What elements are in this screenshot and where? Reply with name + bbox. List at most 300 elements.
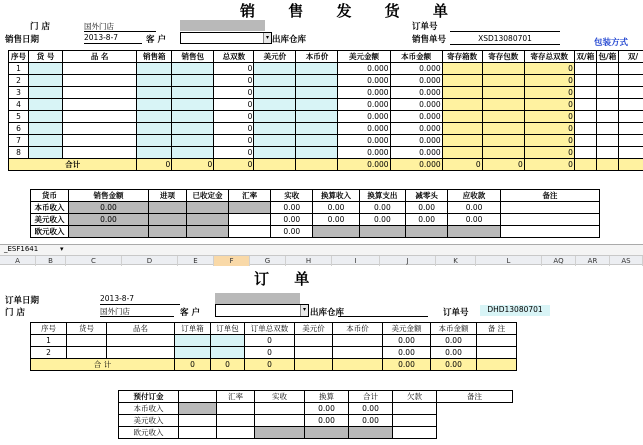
row-stored-box[interactable] xyxy=(442,75,482,87)
row-pack-per-box[interactable] xyxy=(596,63,618,75)
sales-header-row xyxy=(9,51,643,63)
prepay-convert[interactable] xyxy=(255,427,305,439)
ord-col-total-pairs: 订单总双数 xyxy=(245,323,295,335)
order-row xyxy=(31,335,517,347)
sum-currency: 欧元收入 xyxy=(31,226,69,238)
row-usd-amount: 0.000 xyxy=(338,87,390,99)
row-local-price[interactable] xyxy=(296,87,338,99)
sum-remarks[interactable] xyxy=(500,214,599,226)
ord-local-price[interactable] xyxy=(333,347,383,359)
column-header[interactable]: A xyxy=(0,256,36,266)
prepay-corner xyxy=(179,391,217,403)
column-header[interactable]: E xyxy=(178,256,214,266)
col-local-price: 本币价 xyxy=(296,51,338,63)
column-header[interactable]: H xyxy=(286,256,332,266)
row-stored-box[interactable] xyxy=(442,135,482,147)
row-usd-price[interactable] xyxy=(254,99,296,111)
ord-usd-price[interactable] xyxy=(295,335,333,347)
prepay-row xyxy=(119,403,513,415)
row-item-name[interactable] xyxy=(63,123,137,135)
order-date-value[interactable]: 2013-8-7 xyxy=(100,294,180,305)
sales-row xyxy=(9,63,643,75)
order-total-blank xyxy=(333,359,383,371)
row-pairs-per[interactable] xyxy=(618,63,643,75)
row-usd-amount: 0.000 xyxy=(338,111,390,123)
column-header[interactable]: I xyxy=(332,256,380,266)
row-local-price[interactable] xyxy=(296,135,338,147)
ord-col-box: 订单箱 xyxy=(175,323,211,335)
col-item-name: 品 名 xyxy=(63,51,137,63)
sum-currency: 本币收入 xyxy=(31,202,69,214)
prepay-actual[interactable] xyxy=(217,403,255,415)
row-sales-box[interactable] xyxy=(137,63,172,75)
row-sales-box[interactable] xyxy=(137,111,172,123)
prepay-currency: 本币收入 xyxy=(119,403,179,415)
col-sales-box: 销售箱 xyxy=(137,51,172,63)
order-total-box: 0 xyxy=(175,359,211,371)
row-pairs-per-box[interactable] xyxy=(574,123,596,135)
store-value[interactable]: 国外门店 xyxy=(84,21,156,32)
row-local-price[interactable] xyxy=(296,123,338,135)
order-date-label: 订单日期 xyxy=(5,296,40,306)
row-seq: 1 xyxy=(9,63,29,75)
column-header[interactable]: D xyxy=(122,256,178,266)
row-usd-price[interactable] xyxy=(254,147,296,159)
row-item-name[interactable] xyxy=(63,75,137,87)
order-store-value[interactable]: 国外门店 xyxy=(100,306,174,317)
ord-local-amount: 0.00 xyxy=(431,347,477,359)
row-item-no[interactable] xyxy=(29,63,63,75)
payment-summary-table xyxy=(30,189,600,238)
row-pairs-per[interactable] xyxy=(618,87,643,99)
sum-deposit[interactable] xyxy=(186,202,228,214)
store-label: 门 店 xyxy=(30,22,50,32)
row-pack-per-box[interactable] xyxy=(596,147,618,159)
sales-no-value[interactable]: XSD13080701 xyxy=(450,34,560,45)
sum-conv-out xyxy=(359,226,405,238)
sum-rounding: 0.00 xyxy=(406,214,448,226)
ord-local-amount: 0.00 xyxy=(431,335,477,347)
row-stored-pack[interactable] xyxy=(482,99,524,111)
prepay-actual[interactable] xyxy=(217,415,255,427)
row-pairs-per-box[interactable] xyxy=(574,135,596,147)
col-usd-amount: 美元金额 xyxy=(338,51,390,63)
row-item-name[interactable] xyxy=(63,99,137,111)
ord-box[interactable] xyxy=(175,347,211,359)
column-header[interactable]: F xyxy=(214,256,250,266)
row-local-price[interactable] xyxy=(296,147,338,159)
row-sales-pack[interactable] xyxy=(172,87,214,99)
row-local-price[interactable] xyxy=(296,99,338,111)
sum-conv-in xyxy=(313,226,359,238)
sum-actual: 0.00 xyxy=(271,214,313,226)
sum-col-receivable: 应收款 xyxy=(448,190,501,202)
col-stored-pairs: 寄存总双数 xyxy=(524,51,574,63)
row-stored-pack[interactable] xyxy=(482,87,524,99)
total-local-price xyxy=(296,159,338,171)
row-usd-price[interactable] xyxy=(254,123,296,135)
row-pack-per-box[interactable] xyxy=(596,75,618,87)
order-total-blank xyxy=(295,359,333,371)
row-sales-pack[interactable] xyxy=(172,147,214,159)
row-pairs-per-box[interactable] xyxy=(574,75,596,87)
row-pairs-per-box[interactable] xyxy=(574,63,596,75)
sales-date-value[interactable]: 2013-8-7 xyxy=(84,33,142,44)
summary-row xyxy=(31,214,600,226)
row-pairs-per[interactable] xyxy=(618,123,643,135)
order-warehouse-value[interactable] xyxy=(338,306,428,317)
prepay-actual[interactable] xyxy=(217,427,255,439)
total-stored-box: 0 xyxy=(442,159,482,171)
prepay-sum: 0.00 xyxy=(305,415,349,427)
row-stored-pairs: 0 xyxy=(524,135,574,147)
row-stored-pairs: 0 xyxy=(524,75,574,87)
order-number-value[interactable]: DHD13080701 xyxy=(480,305,550,316)
ord-col-item-no: 货号 xyxy=(67,323,107,335)
row-sales-pack[interactable] xyxy=(172,99,214,111)
row-item-no[interactable] xyxy=(29,99,63,111)
row-total-pairs: 0 xyxy=(214,123,254,135)
row-stored-box[interactable] xyxy=(442,87,482,99)
row-usd-price[interactable] xyxy=(254,63,296,75)
total-usd-price xyxy=(254,159,296,171)
row-seq: 2 xyxy=(9,75,29,87)
row-sales-pack[interactable] xyxy=(172,123,214,135)
row-stored-box[interactable] xyxy=(442,99,482,111)
row-stored-box[interactable] xyxy=(442,123,482,135)
sum-col-conv-in: 换算收入 xyxy=(313,190,359,202)
row-pack-per-box[interactable] xyxy=(596,99,618,111)
row-seq: 3 xyxy=(9,87,29,99)
sum-conv-in: 0.00 xyxy=(313,214,359,226)
sales-row xyxy=(9,123,643,135)
row-stored-pack[interactable] xyxy=(482,111,524,123)
prepay-rate[interactable] xyxy=(179,427,217,439)
row-usd-price[interactable] xyxy=(254,75,296,87)
sales-total-row xyxy=(9,159,643,171)
order-total-pack: 0 xyxy=(211,359,245,371)
ord-col-remarks: 备 注 xyxy=(477,323,517,335)
ord-seq: 2 xyxy=(31,347,67,359)
row-stored-pairs: 0 xyxy=(524,99,574,111)
ord-item-no[interactable] xyxy=(67,347,107,359)
row-item-no[interactable] xyxy=(29,123,63,135)
prepay-rate[interactable] xyxy=(179,403,217,415)
row-pack-per-box[interactable] xyxy=(596,87,618,99)
row-local-amount: 0.000 xyxy=(390,99,442,111)
sum-conv-out: 0.00 xyxy=(359,202,405,214)
prepay-col-rate: 汇率 xyxy=(217,391,255,403)
column-header[interactable]: L xyxy=(476,256,542,266)
col-stored-box: 寄存箱数 xyxy=(442,51,482,63)
row-pairs-per-box[interactable] xyxy=(574,111,596,123)
sum-remarks[interactable] xyxy=(500,226,599,238)
sum-rounding: 0.00 xyxy=(406,202,448,214)
summary-row xyxy=(31,226,600,238)
ord-pack[interactable] xyxy=(211,335,245,347)
total-local-amount: 0.000 xyxy=(390,159,442,171)
order-total-usd: 0.00 xyxy=(383,359,431,371)
row-pack-per-box[interactable] xyxy=(596,135,618,147)
total-extra xyxy=(574,159,596,171)
row-item-no[interactable] xyxy=(29,75,63,87)
row-item-no[interactable] xyxy=(29,87,63,99)
total-stored-pack: 0 xyxy=(482,159,524,171)
row-pairs-per[interactable] xyxy=(618,111,643,123)
row-sales-box[interactable] xyxy=(137,147,172,159)
sum-col-sales-amount: 销售金额 xyxy=(68,190,148,202)
row-seq: 4 xyxy=(9,99,29,111)
ord-remarks[interactable] xyxy=(477,347,517,359)
ord-remarks[interactable] xyxy=(477,335,517,347)
ord-seq: 1 xyxy=(31,335,67,347)
sum-remarks[interactable] xyxy=(500,202,599,214)
row-pack-per-box[interactable] xyxy=(596,123,618,135)
sum-receivable: 0.00 xyxy=(448,202,501,214)
row-usd-price[interactable] xyxy=(254,87,296,99)
row-item-name[interactable] xyxy=(63,135,137,147)
row-item-no[interactable] xyxy=(29,135,63,147)
prepay-col-owe: 欠款 xyxy=(393,391,437,403)
ord-col-local-amount: 本币金额 xyxy=(431,323,477,335)
ord-box[interactable] xyxy=(175,335,211,347)
row-stored-pack[interactable] xyxy=(482,123,524,135)
sum-receivable xyxy=(448,226,501,238)
sales-no-label: 销售单号 xyxy=(412,35,447,45)
sum-receivable: 0.00 xyxy=(448,214,501,226)
ord-col-seq: 序号 xyxy=(31,323,67,335)
column-header[interactable]: K xyxy=(436,256,476,266)
prepay-remarks[interactable] xyxy=(393,403,437,415)
order-total-blank xyxy=(477,359,517,371)
row-item-name[interactable] xyxy=(63,87,137,99)
chevron-down-icon[interactable]: ▾ xyxy=(60,245,64,253)
warehouse-label: 出库仓库 xyxy=(272,35,307,45)
col-total-pairs: 总双数 xyxy=(214,51,254,63)
sales-date-label: 销售日期 xyxy=(5,35,40,45)
order-number-label: 订单号 xyxy=(443,308,469,318)
total-extra xyxy=(618,159,643,171)
row-item-no[interactable] xyxy=(29,111,63,123)
row-sales-pack[interactable] xyxy=(172,63,214,75)
column-header[interactable]: C xyxy=(66,256,122,266)
row-local-amount: 0.000 xyxy=(390,75,442,87)
row-pack-per-box[interactable] xyxy=(596,111,618,123)
ord-col-usd-amount: 美元金额 xyxy=(383,323,431,335)
row-stored-pack[interactable] xyxy=(482,63,524,75)
sum-rate[interactable] xyxy=(229,202,271,214)
sum-currency: 美元收入 xyxy=(31,214,69,226)
column-header[interactable]: AS xyxy=(610,256,643,266)
ord-item-no[interactable] xyxy=(67,335,107,347)
sales-detail-table xyxy=(8,50,643,171)
row-sales-pack[interactable] xyxy=(172,75,214,87)
row-local-price[interactable] xyxy=(296,63,338,75)
row-usd-amount: 0.000 xyxy=(338,75,390,87)
row-stored-pack[interactable] xyxy=(482,135,524,147)
row-local-amount: 0.000 xyxy=(390,123,442,135)
row-seq: 7 xyxy=(9,135,29,147)
row-total-pairs: 0 xyxy=(214,63,254,75)
total-pairs: 0 xyxy=(214,159,254,171)
sum-deposit[interactable] xyxy=(186,214,228,226)
sales-row xyxy=(9,99,643,111)
order-total-label: 合 计 xyxy=(31,359,175,371)
sum-rate[interactable] xyxy=(229,214,271,226)
row-pairs-per-box[interactable] xyxy=(574,99,596,111)
col-pack-per-box: 包/箱 xyxy=(596,51,618,63)
row-pairs-per[interactable] xyxy=(618,75,643,87)
row-pairs-per[interactable] xyxy=(618,99,643,111)
sum-actual: 0.00 xyxy=(271,226,313,238)
prepay-currency: 欧元收入 xyxy=(119,427,179,439)
col-pairs-per-box: 双/箱 xyxy=(574,51,596,63)
row-stored-pairs: 0 xyxy=(524,87,574,99)
row-item-no[interactable] xyxy=(29,147,63,159)
row-usd-amount: 0.000 xyxy=(338,135,390,147)
row-local-amount: 0.000 xyxy=(390,135,442,147)
sum-sales-amount: 0.00 xyxy=(68,202,148,214)
sum-deposit[interactable] xyxy=(186,226,228,238)
row-stored-pairs: 0 xyxy=(524,123,574,135)
column-header[interactable]: AQ xyxy=(542,256,576,266)
row-item-name[interactable] xyxy=(63,147,137,159)
sum-rate[interactable] xyxy=(229,226,271,238)
chevron-down-icon[interactable]: ▾ xyxy=(300,305,308,316)
row-stored-pairs: 0 xyxy=(524,63,574,75)
ord-usd-price[interactable] xyxy=(295,347,333,359)
column-header[interactable]: G xyxy=(250,256,286,266)
name-box[interactable]: _ESF1641 xyxy=(4,245,39,253)
row-sales-pack[interactable] xyxy=(172,111,214,123)
sum-col-input: 进项 xyxy=(149,190,187,202)
total-usd-amount: 0.000 xyxy=(338,159,390,171)
row-usd-amount: 0.000 xyxy=(338,63,390,75)
prepay-row xyxy=(119,427,513,439)
sum-col-remarks: 备注 xyxy=(500,190,599,202)
row-usd-price[interactable] xyxy=(254,111,296,123)
summary-row xyxy=(31,202,600,214)
prepay-convert[interactable] xyxy=(255,403,305,415)
row-pairs-per-box[interactable] xyxy=(574,87,596,99)
ord-local-price[interactable] xyxy=(333,335,383,347)
prepay-remarks[interactable] xyxy=(393,427,437,439)
ord-item-name[interactable] xyxy=(107,347,175,359)
sales-row xyxy=(9,87,643,99)
sum-sales-amount xyxy=(68,226,148,238)
order-detail-table xyxy=(30,322,517,371)
total-stored-pairs: 0 xyxy=(524,159,574,171)
prepay-convert[interactable] xyxy=(255,415,305,427)
total-extra xyxy=(596,159,618,171)
row-sales-box[interactable] xyxy=(137,123,172,135)
row-usd-amount: 0.000 xyxy=(338,99,390,111)
order-row xyxy=(31,347,517,359)
ord-item-name[interactable] xyxy=(107,335,175,347)
column-header[interactable]: AR xyxy=(576,256,610,266)
row-stored-pack[interactable] xyxy=(482,75,524,87)
row-pairs-per[interactable] xyxy=(618,135,643,147)
order-customer-combo[interactable] xyxy=(215,304,309,317)
total-box: 0 xyxy=(137,159,172,171)
sales-row xyxy=(9,75,643,87)
ord-usd-amount: 0.00 xyxy=(383,335,431,347)
sales-delivery-title: 销 售 发 货 单 xyxy=(240,2,462,20)
row-seq: 6 xyxy=(9,123,29,135)
column-header[interactable]: B xyxy=(36,256,66,266)
row-usd-price[interactable] xyxy=(254,135,296,147)
row-sales-box[interactable] xyxy=(137,99,172,111)
sum-conv-in: 0.00 xyxy=(313,202,359,214)
row-stored-box[interactable] xyxy=(442,147,482,159)
row-item-name[interactable] xyxy=(63,111,137,123)
chevron-down-icon[interactable]: ▾ xyxy=(263,33,271,43)
row-sales-box[interactable] xyxy=(137,87,172,99)
header-gray-cell xyxy=(180,20,265,31)
prepay-row xyxy=(119,415,513,427)
prepay-remarks[interactable] xyxy=(393,415,437,427)
prepay-rate[interactable] xyxy=(179,415,217,427)
row-stored-box[interactable] xyxy=(442,111,482,123)
header-gray-cell xyxy=(215,293,300,304)
row-stored-pairs: 0 xyxy=(524,111,574,123)
column-header-bar xyxy=(0,255,643,265)
row-sales-box[interactable] xyxy=(137,75,172,87)
order-title: 订 单 xyxy=(254,270,320,288)
row-local-price[interactable] xyxy=(296,75,338,87)
col-stored-pack: 寄存包数 xyxy=(482,51,524,63)
row-total-pairs: 0 xyxy=(214,135,254,147)
customer-label: 客 户 xyxy=(146,35,166,45)
ord-col-usd-price: 美元价 xyxy=(295,323,333,335)
row-pairs-per[interactable] xyxy=(618,147,643,159)
prepay-currency: 美元收入 xyxy=(119,415,179,427)
prepay-col-sum: 合计 xyxy=(349,391,393,403)
row-sales-pack[interactable] xyxy=(172,135,214,147)
column-header[interactable]: J xyxy=(380,256,436,266)
order-warehouse-label: 出库仓库 xyxy=(310,308,345,318)
row-sales-box[interactable] xyxy=(137,135,172,147)
sum-col-rate: 汇率 xyxy=(229,190,271,202)
row-stored-box[interactable] xyxy=(442,63,482,75)
customer-combo[interactable] xyxy=(180,32,272,44)
row-stored-pack[interactable] xyxy=(482,147,524,159)
col-seq: 序号 xyxy=(9,51,29,63)
col-usd-price: 美元价 xyxy=(254,51,296,63)
row-local-amount: 0.000 xyxy=(390,111,442,123)
sum-col-actual: 实收 xyxy=(271,190,313,202)
order-no-value[interactable] xyxy=(450,21,560,32)
row-local-amount: 0.000 xyxy=(390,147,442,159)
sum-input[interactable] xyxy=(149,214,187,226)
order-no-label: 订单号 xyxy=(412,22,438,32)
row-pairs-per-box[interactable] xyxy=(574,147,596,159)
sum-sales-amount: 0.00 xyxy=(68,214,148,226)
row-local-price[interactable] xyxy=(296,111,338,123)
order-total-local: 0.00 xyxy=(431,359,477,371)
prepay-sum: 0.00 xyxy=(305,403,349,415)
ord-pack[interactable] xyxy=(211,347,245,359)
sum-input[interactable] xyxy=(149,202,187,214)
row-usd-amount: 0.000 xyxy=(338,147,390,159)
sum-col-rounding: 减零头 xyxy=(406,190,448,202)
sum-input[interactable] xyxy=(149,226,187,238)
row-seq: 5 xyxy=(9,111,29,123)
sum-actual: 0.00 xyxy=(271,202,313,214)
order-total-pairs: 0 xyxy=(245,359,295,371)
row-total-pairs: 0 xyxy=(214,87,254,99)
row-item-name[interactable] xyxy=(63,63,137,75)
